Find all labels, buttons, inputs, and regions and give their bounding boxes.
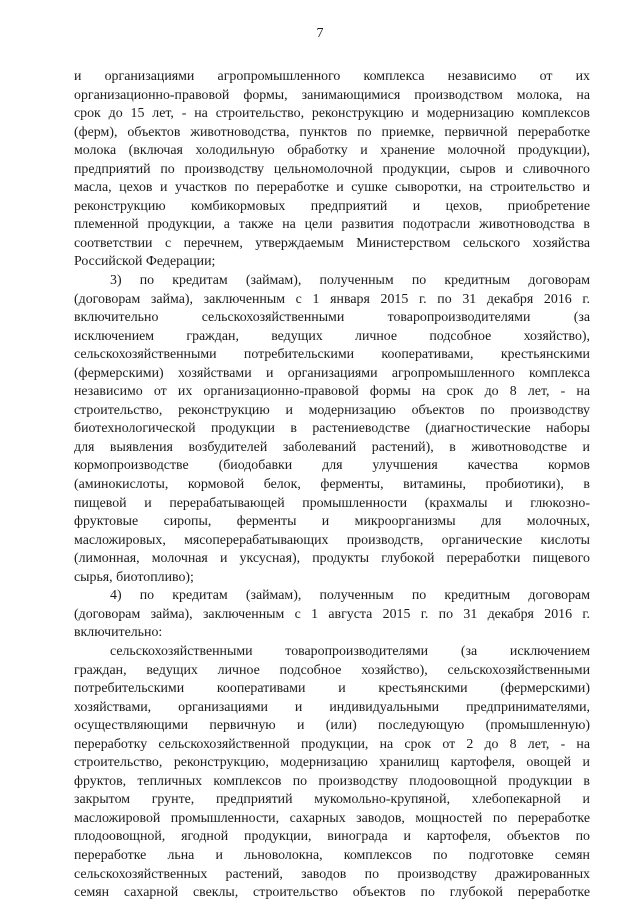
text-line: масла, цехов и участков по переработке и сушке сыворотки, на строительство и: [74, 180, 590, 196]
text-line: сельскохозяйственных растений, заводов по производству дражированных: [74, 866, 590, 882]
text-line: строительство, реконструкцию и модернизацию объектов по производству: [74, 402, 590, 418]
text-line: осуществляющими первичную и (или) последующую (промышленную): [74, 718, 590, 734]
text-line: 3) по кредитам (займам), полученным по кредитным договорам: [110, 273, 590, 289]
text-line: реконструкцию комбикормовых предприятий и цехов, приобретение: [74, 198, 590, 214]
text-line: соответствии с перечнем, утверждаемым Министерством сельского хозяйства: [74, 235, 590, 251]
text-line: масложировых, мясоперерабатывающих производств, органические кислоты: [74, 532, 590, 548]
text-line: переработку сельскохозяйственной продукции, на срок от 2 до 8 лет, - на: [74, 736, 590, 752]
text-line: переработке льна и льноволокна, комплексов по подготовке семян: [74, 847, 590, 863]
text-line: (фермерскими) хозяйствами и организациями агропромышленного комплекса: [74, 365, 590, 381]
text-line: организационно-правовой формы, занимающимися производством молока, на: [74, 87, 590, 103]
text-line: (лимонная, молочная и уксусная), продукты глубокой переработки пищевого: [74, 551, 590, 567]
text-line: независимо от их организационно-правовой формы на срок до 8 лет, - на: [74, 384, 590, 400]
text-line: срок до 15 лет, - на строительство, реконструкцию и модернизацию комплексов: [74, 106, 590, 122]
text-line: включительно:: [74, 625, 163, 641]
text-line: граждан, ведущих личное подсобное хозяйство), сельскохозяйственными: [74, 662, 590, 678]
text-line: сельскохозяйственными товаропроизводителями (за исключением: [110, 643, 590, 659]
text-line: фруктовые сиропы, ферменты и микроорганизмы для молочных,: [74, 514, 590, 530]
text-line: и организациями агропромышленного комплекса независимо от их: [74, 69, 590, 84]
text-line: включительно сельскохозяйственными товаропроизводителями (за: [74, 310, 590, 326]
text-line: 4) по кредитам (займам), полученным по кредитным договорам: [110, 588, 590, 604]
text-line: сельскохозяйственными потребительскими кооперативами, крестьянскими: [74, 347, 590, 363]
text-line: исключением граждан, ведущих личное подсобное хозяйство),: [74, 328, 590, 344]
page-number: 7: [316, 26, 324, 41]
text-line: потребительскими кооперативами и крестьянскими (фермерскими): [74, 681, 590, 697]
text-line: строительство, реконструкцию, модернизацию хранилищ картофеля, овощей и: [74, 755, 590, 771]
text-line: хозяйствами, организациями и индивидуальными предпринимателями,: [74, 699, 590, 715]
text-line: (аминокислоты, кормовой белок, ферменты, витамины, пробиотики), в: [74, 477, 590, 493]
text-line: фруктов, тепличных комплексов по производству плодоовощной продукции в: [74, 773, 590, 789]
text-line: масложировой промышленности, сахарных заводов, мощностей по переработке: [74, 810, 590, 826]
text-line: (договорам займа), заключенным с 1 августа 2015 г. по 31 декабря 2016 г.: [74, 606, 590, 622]
text-line: предприятий по производству цельномолочной продукции, сыров и сливочного: [74, 161, 590, 177]
text-line: закрытом грунте, предприятий мукомольно-крупяной, хлебопекарной и: [74, 792, 590, 808]
text-line: (ферм), объектов животноводства, пунктов по приемке, первичной переработке: [74, 124, 590, 140]
text-line: кормопроизводстве (биодобавки для улучшения качества кормов: [74, 458, 590, 474]
text-line: для выявления возбудителей заболеваний растений), в животноводстве и: [74, 439, 590, 455]
text-line: плодоовощной, ягодной продукции, винограда и картофеля, объектов по: [74, 829, 590, 845]
document-body: [74, 68, 590, 903]
text-line: семян сахарной свеклы, строительство объектов по глубокой переработке: [74, 885, 590, 901]
text-line: племенной продукции, а также на цели развития подотрасли животноводства в: [74, 217, 590, 233]
text-line: Российской Федерации;: [74, 254, 216, 270]
text-line: пищевой и перерабатывающей промышленности (крахмалы и глюкозно-: [74, 495, 590, 511]
text-line: биотехнологической продукции в растениеводстве (диагностические наборы: [74, 421, 590, 437]
text-line: сырья, биотопливо);: [74, 569, 194, 585]
text-line: (договорам займа), заключенным с 1 января 2015 г. по 31 декабря 2016 г.: [74, 291, 590, 307]
text-line: молока (включая холодильную обработку и хранение молочной продукции),: [74, 143, 590, 159]
